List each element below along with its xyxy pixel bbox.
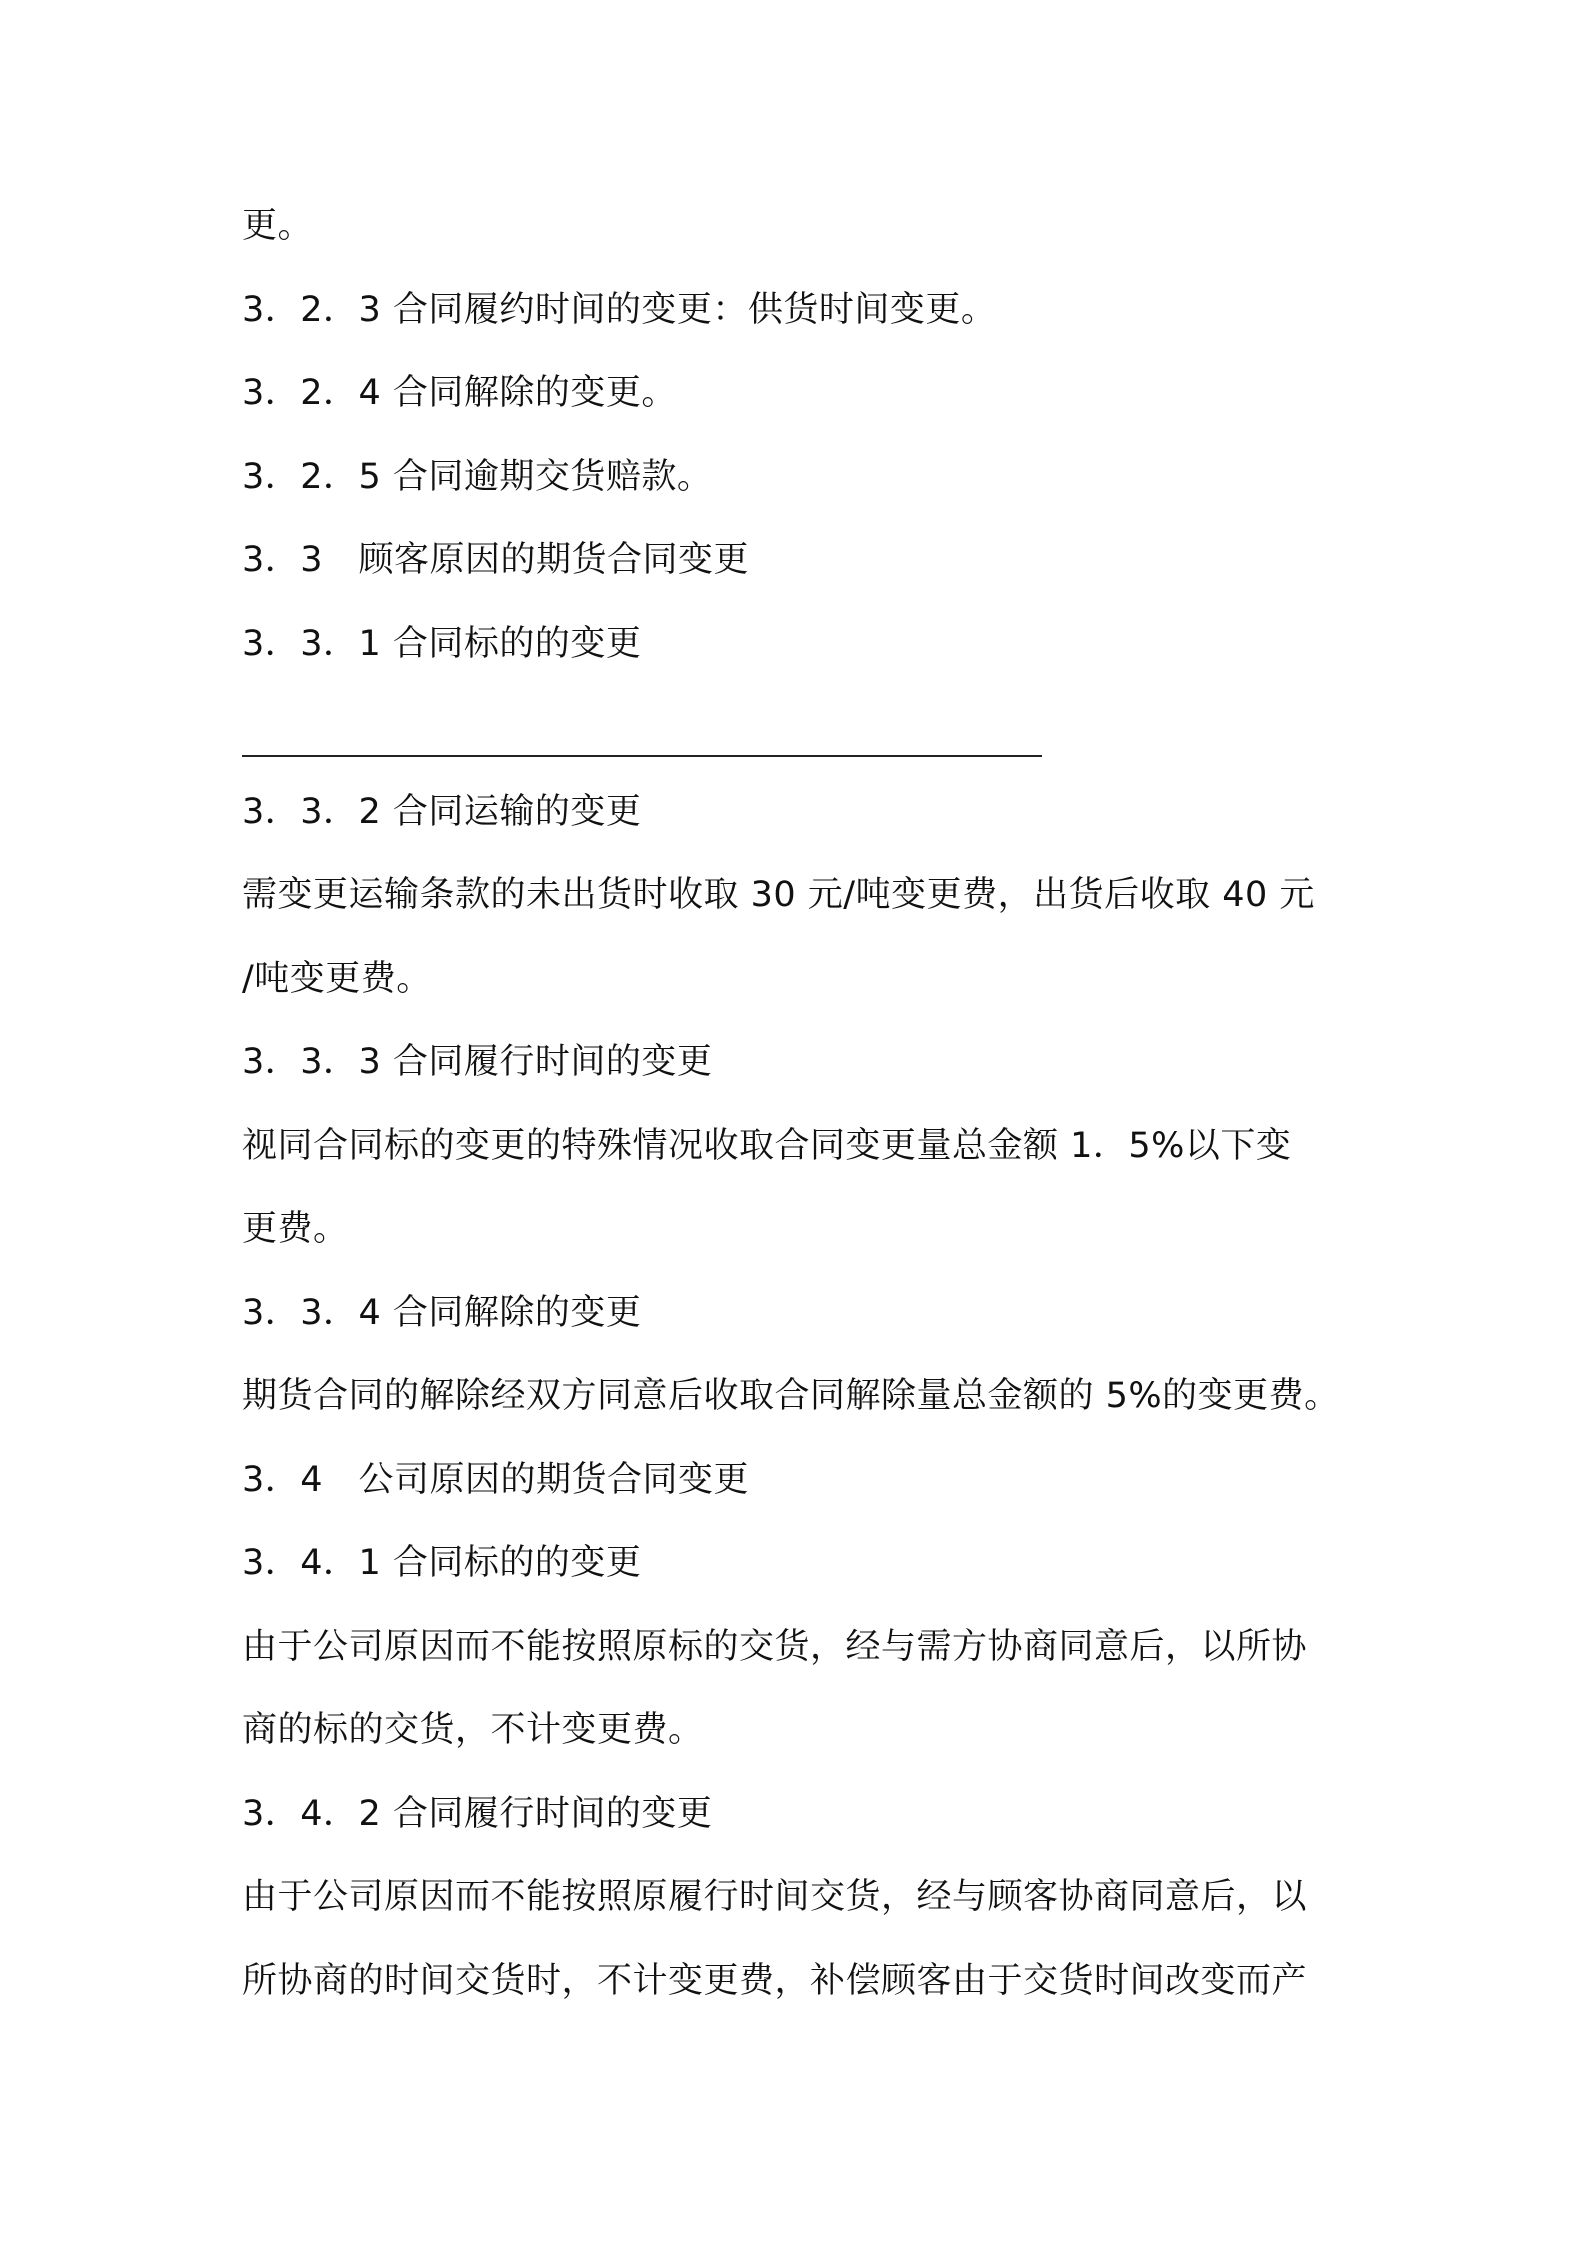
section-heading: 3．3 顾客原因的期货合同变更	[242, 540, 750, 580]
text-line: 更。	[242, 206, 314, 246]
section-heading: 3．2．3 合同履约时间的变更：供货时间变更。	[242, 290, 997, 330]
section-heading: 3．2．5 合同逾期交货赔款。	[242, 457, 713, 497]
section-heading: 3．4 公司原因的期货合同变更	[242, 1460, 750, 1500]
paragraph-line: 需变更运输条款的未出货时收取 30 元/吨变更费，出货后收取 40 元	[242, 875, 1315, 915]
section-heading: 3．4．2 合同履行时间的变更	[242, 1794, 713, 1834]
blank-fill-line	[242, 755, 1042, 757]
section-heading: 3．3．1 合同标的的变更	[242, 624, 642, 664]
section-heading: 3．3．4 合同解除的变更	[242, 1293, 642, 1333]
section-heading: 3．3．2 合同运输的变更	[242, 792, 642, 832]
paragraph-line: 商的标的交货，不计变更费。	[242, 1710, 704, 1750]
paragraph-line: 由于公司原因而不能按照原标的交货，经与需方协商同意后，以所协	[242, 1627, 1308, 1667]
paragraph-line: 视同合同标的变更的特殊情况收取合同变更量总金额 1．5%以下变	[242, 1126, 1292, 1166]
paragraph-line: /吨变更费。	[242, 959, 432, 999]
paragraph-line: 由于公司原因而不能按照原履行时间交货，经与顾客协商同意后，以	[242, 1877, 1308, 1917]
section-heading: 3．2．4 合同解除的变更。	[242, 373, 677, 413]
paragraph-line: 更费。	[242, 1209, 349, 1249]
section-heading: 3．3．3 合同履行时间的变更	[242, 1042, 713, 1082]
section-heading: 3．4．1 合同标的的变更	[242, 1543, 642, 1583]
paragraph-line: 期货合同的解除经双方同意后收取合同解除量总金额的 5%的变更费。	[242, 1376, 1340, 1416]
paragraph-line: 所协商的时间交货时，不计变更费，补偿顾客由于交货时间改变而产	[242, 1961, 1308, 2001]
